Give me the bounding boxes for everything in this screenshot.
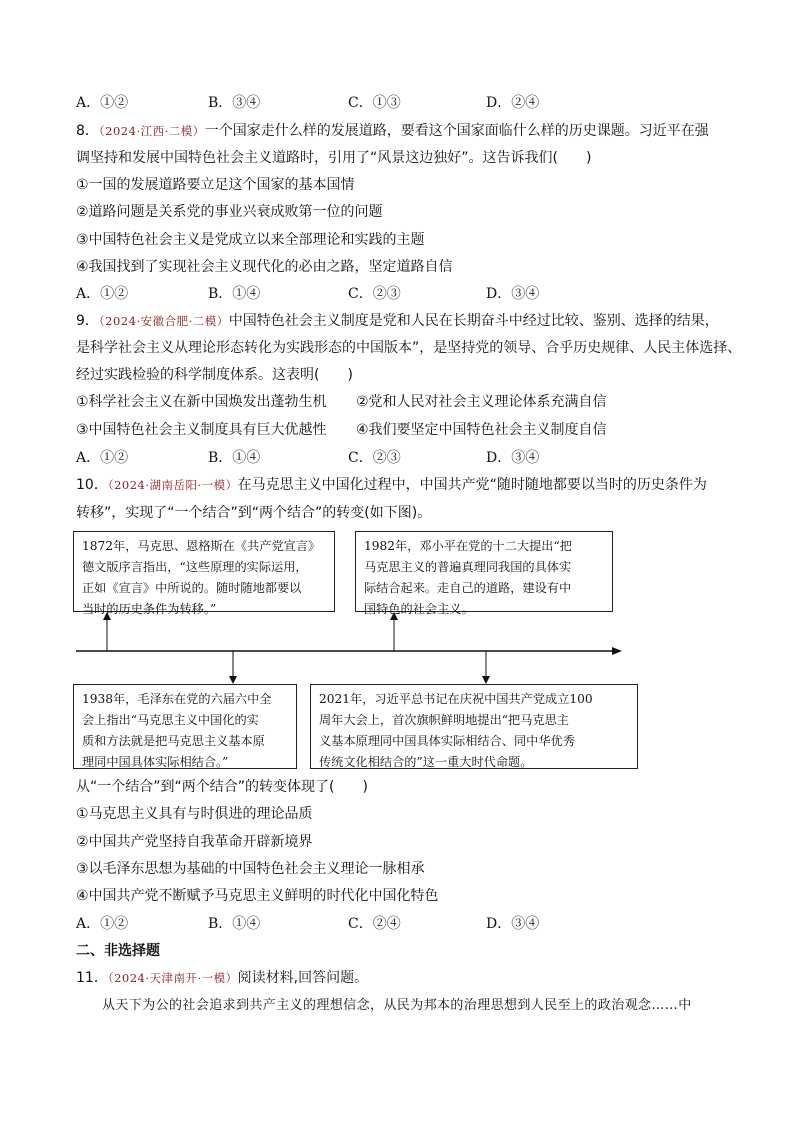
box-1938-line-2: 会上指出“马克思主义中国化的实 bbox=[82, 713, 259, 727]
q8-option-d: D．③④ bbox=[486, 286, 540, 302]
box-1872-line-4: 当时的历史条件为转移。” bbox=[82, 602, 217, 616]
q9-option-c: C．②③ bbox=[348, 450, 401, 466]
q10-option-b: B．①④ bbox=[208, 916, 261, 932]
q10-item-3: ③以毛泽东思想为基础的中国特色社会主义理论一脉相承 bbox=[76, 861, 425, 877]
q10-stem-text: 在马克思主义中国化过程中，中国共产党“随时随地都要以当时的历史条件为 bbox=[237, 477, 707, 493]
q8-option-a: A．①② bbox=[76, 286, 129, 302]
q10-number: 10． bbox=[76, 477, 108, 493]
q9-stem-line2: 是科学社会主义从理论形态转化为实践形态的中国版本”，是坚持党的领导、合乎历史规律、人民主体选择、 bbox=[76, 340, 742, 356]
q10-item-1: ①马克思主义具有与时俱进的理论品质 bbox=[76, 806, 313, 822]
q8-item-3: ③中国特色社会主义是党成立以来全部理论和实践的主题 bbox=[76, 232, 425, 248]
box-1872-line-3: 正如《宣言》中所说的。随时随地都要以 bbox=[82, 581, 302, 595]
q8-stem-text: 一个国家走什么样的发展道路，要看这个国家面临什么样的历史课题。习近平在强 bbox=[204, 123, 709, 139]
q8-item-1: ①一国的发展道路要立足这个国家的基本国情 bbox=[76, 177, 355, 193]
box-1982-line-2: 马克思主义的普遍真理同我国的具体实 bbox=[364, 560, 572, 574]
q10-option-d: D．③④ bbox=[486, 916, 540, 932]
q9-item-2: ②党和人民对社会主义理论体系充满自信 bbox=[356, 394, 607, 410]
q8-option-b: B．①④ bbox=[208, 286, 261, 302]
q9-item-1: ①科学社会主义在新中国焕发出蓬勃生机 bbox=[76, 394, 327, 410]
connector-1938-arrow bbox=[229, 676, 237, 684]
box-1938-line-4: 理同中国具体实际相结合。” bbox=[82, 755, 229, 769]
q9-stem-line3: 经过实践检验的科学制度体系。这表明( ) bbox=[76, 367, 353, 383]
q10-item-2: ②中国共产党坚持自我革命开辟新境界 bbox=[76, 834, 313, 850]
q8-number: 8． bbox=[76, 123, 99, 139]
q8-item-4: ④我国找到了实现社会主义现代化的必由之路，坚定道路自信 bbox=[76, 259, 453, 275]
timeline-box-2021 bbox=[310, 684, 638, 769]
box-1872-line-1: 1872年，马克思、恩格斯在《共产党宣言》 bbox=[82, 539, 321, 553]
q11-stem-line bbox=[76, 968, 368, 988]
q9-option-d: D．③④ bbox=[486, 450, 540, 466]
q11-source: （2024·天津南开·一模） bbox=[107, 971, 238, 985]
q11-stem-text: 阅读材料,回答问题。 bbox=[237, 970, 369, 986]
connector-2021-arrow bbox=[482, 676, 490, 684]
q11-material: 从天下为公的社会追求到共产主义的理想信念，从民为邦本的治理思想到人民至上的政治观念……中 bbox=[102, 998, 692, 1013]
q11-number: 11． bbox=[76, 970, 108, 986]
q9-number: 9． bbox=[76, 313, 99, 329]
box-1982-line-1: 1982年，邓小平在党的十二大提出“把 bbox=[364, 539, 572, 553]
q10-option-a: A．①② bbox=[76, 916, 129, 932]
q8-source: （2024·江西·二模） bbox=[98, 124, 205, 138]
q8-stem-line2: 调坚持和发展中国特色社会主义道路时，引用了“风景这边独好”。这告诉我们( ) bbox=[76, 150, 592, 166]
box-2021-line-2: 周年大会上，首次旗帜鲜明地提出“把马克思主 bbox=[319, 713, 569, 727]
box-1982-line-3: 际结合起来。走自己的道路，建设有中 bbox=[364, 581, 572, 595]
q10-item-4: ④中国共产党不断赋予马克思主义鲜明的时代化中国化特色 bbox=[76, 888, 439, 904]
q9-option-b: B．①④ bbox=[208, 450, 261, 466]
timeline-box-1982 bbox=[355, 531, 613, 616]
box-1938-line-3: 质和方法就是把马克思主义基本原 bbox=[82, 734, 265, 748]
box-1938-line-1: 1938年，毛泽东在党的六届六中全 bbox=[82, 692, 272, 706]
q7-option-d: D．②④ bbox=[486, 95, 540, 111]
section-2-title: 二、非选择题 bbox=[76, 943, 160, 959]
q9-item-4: ④我们要坚定中国特色社会主义制度自信 bbox=[356, 422, 607, 438]
q8-item-2: ②道路问题是关系党的事业兴衰成败第一位的问题 bbox=[76, 204, 383, 220]
timeline-arrow-head bbox=[612, 647, 622, 655]
timeline-box-1938 bbox=[73, 684, 297, 769]
q8-option-c: C．②③ bbox=[348, 286, 401, 302]
q10-stem-line2: 转移”，实现了“一个结合”到“两个结合”的转变(如下图)。 bbox=[76, 505, 432, 521]
q10-source: （2024·湖南岳阳·一模） bbox=[107, 478, 238, 492]
q9-source: （2024·安徽合肥·二模） bbox=[98, 314, 229, 328]
q7-option-a: A．①② bbox=[76, 95, 129, 111]
q7-option-b: B．③④ bbox=[208, 95, 261, 111]
box-2021-line-3: 义基本原理同中国具体实际相结合、同中华优秀 bbox=[319, 734, 575, 748]
q10-question: 从“一个结合”到“两个结合”的转变体现了( ) bbox=[76, 779, 368, 795]
q9-stem-text: 中国特色社会主义制度是党和人民在长期奋斗中经过比较、鉴别、选择的结果， bbox=[228, 313, 719, 329]
box-2021-line-4: 传统文化相结合的”这一重大时代命题。 bbox=[319, 755, 533, 769]
q7-option-c: C．①③ bbox=[348, 95, 401, 111]
box-2021-line-1: 2021年，习近平总书记在庆祝中国共产党成立100 bbox=[319, 692, 593, 706]
box-1872-line-2: 德文版序言指出，“这些原理的实际运用， bbox=[82, 560, 308, 574]
q9-option-a: A．①② bbox=[76, 450, 129, 466]
timeline-box-1872 bbox=[73, 531, 335, 616]
q10-option-c: C．②④ bbox=[348, 916, 401, 932]
box-1982-line-4: 国特色的社会主义。 bbox=[364, 602, 474, 616]
q9-item-3: ③中国特色社会主义制度具有巨大优越性 bbox=[76, 422, 327, 438]
